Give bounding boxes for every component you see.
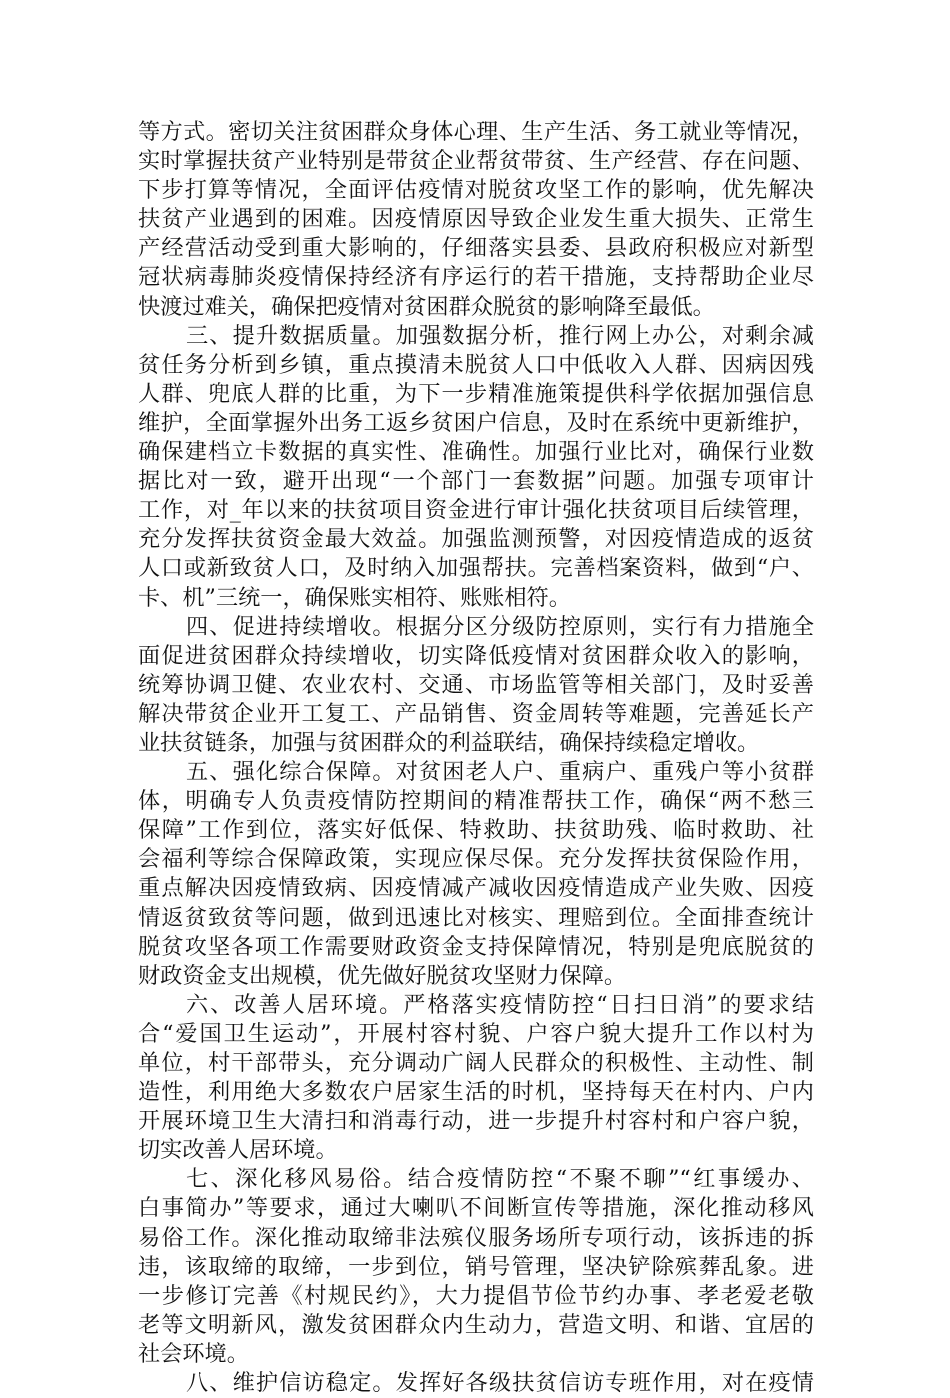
document-body: [138, 118, 814, 1398]
text-line: 四、促进持续增收。根据分区分级防控原则，实行有力措施全: [186, 613, 814, 640]
text-line: 五、强化综合保障。对贫困老人户、重病户、重残户等小贫群: [186, 759, 814, 786]
text-line: 维护，全面掌握外出务工返乡贫困户信息，及时在系统中更新维护，: [138, 409, 814, 436]
text-line: 下步打算等情况，全面评估疫情对脱贫攻坚工作的影响，优先解决: [138, 177, 814, 204]
text-line: 财政资金支出规模，优先做好脱贫攻坚财力保障。: [138, 962, 627, 989]
text-line: 实时掌握扶贫产业特别是带贫企业帮贫带贫、生产经营、存在问题、: [138, 148, 814, 175]
text-line: 会福利等综合保障政策，实现应保尽保。充分发挥扶贫保险作用，: [138, 846, 814, 873]
text-line: 八、维护信访稳定。发挥好各级扶贫信访专班作用，对在疫情: [186, 1370, 814, 1397]
text-line: 合“爱国卫生运动”，开展村容村貌、户容户貌大提升工作以村为: [138, 1020, 814, 1047]
text-line: 白事简办”等要求，通过大喇叭不间断宣传等措施，深化推动移风: [138, 1195, 814, 1222]
text-line: 切实改善人居环境。: [138, 1137, 338, 1164]
text-line: 保障”工作到位，落实好低保、特救助、扶贫助残、临时救助、社: [138, 817, 814, 844]
text-line: 七、深化移风易俗。结合疫情防控“不聚不聊”“红事缓办、: [186, 1166, 814, 1193]
text-line: 一步修订完善《村规民约》，大力提倡节俭节约办事、孝老爱老敬: [138, 1282, 814, 1309]
text-line: 产经营活动受到重大影响的，仔细落实县委、县政府积极应对新型: [138, 235, 814, 262]
text-line: 单位，村干部带头，充分调动广阔人民群众的积极性、主动性、制: [138, 1050, 814, 1076]
text-line: 脱贫攻坚各项工作需要财政资金支持保障情况，特别是兜底脱贫的: [138, 933, 814, 960]
text-line: 易俗工作。深化推动取缔非法殡仪服务场所专项行动，该拆违的拆: [138, 1224, 814, 1251]
text-line: 充分发挥扶贫资金最大效益。加强监测预警，对因疫情造成的返贫: [138, 526, 814, 553]
text-line: 重点解决因疫情致病、因疫情减产减收因疫情造成产业失败、因疫: [138, 875, 814, 902]
text-line: 人口或新致贫人口，及时纳入加强帮扶。完善档案资料，做到“户、: [138, 555, 814, 582]
text-line: 开展环境卫生大清扫和消毒行动，进一步提升村容村和户容户貌，: [138, 1108, 814, 1135]
text-line: 社会环境。: [138, 1340, 249, 1367]
text-line: 扶贫产业遇到的困难。因疫情原因导致企业发生重大损失、正常生: [138, 206, 814, 233]
text-line: 人群、兜底人群的比重，为下一步精准施策提供科学依据加强信息: [138, 380, 814, 407]
text-line: 面促进贫困群众持续增收，切实降低疫情对贫困群众收入的影响，: [138, 642, 814, 669]
text-line: 等方式。密切关注贫困群众身体心理、生产生活、务工就业等情况，: [138, 119, 814, 145]
text-line: 贫任务分析到乡镇，重点摸清未脱贫人口中低收入人群、因病因残: [138, 351, 814, 378]
text-line: 三、提升数据质量。加强数据分析，推行网上办公，对剩余减: [186, 322, 814, 349]
text-line: 六、改善人居环境。严格落实疫情防控“日扫日消”的要求结: [186, 991, 814, 1018]
text-line: 解决带贫企业开工复工、产品销售、资金周转等难题，完善延长产: [138, 700, 814, 727]
text-line: 体，明确专人负责疫情防控期间的精准帮扶工作，确保“两不愁三: [138, 788, 814, 815]
text-line: 业扶贫链条，加强与贫困群众的利益联结，确保持续稳定增收。: [138, 729, 760, 756]
text-line: 老等文明新风，激发贫困群众内生动力，营造文明、和谐、宜居的: [138, 1311, 814, 1338]
text-line: 卡、机”三统一，确保账实相符、账账相符。: [138, 584, 571, 611]
text-line: 情返贫致贫等问题，做到迅速比对核实、理赔到位。全面排查统计: [138, 904, 814, 931]
text-line: 据比对一致，避开出现“一个部门一套数据”问题。加强专项审计: [138, 468, 814, 495]
text-line: 快渡过难关，确保把疫情对贫困群众脱贫的影响降至最低。: [138, 293, 715, 320]
text-line: 违，该取缔的取缔，一步到位，销号管理，坚决铲除殡葬乱象。进: [138, 1253, 814, 1280]
text-line: 统筹协调卫健、农业农村、交通、市场监管等相关部门，及时妥善: [138, 671, 814, 698]
text-line: 工作，对_年以来的扶贫项目资金进行审计强化扶贫项目后续管理，: [138, 497, 814, 524]
text-line: 确保建档立卡数据的真实性、准确性。加强行业比对，确保行业数: [138, 439, 814, 466]
text-line: 造性，利用绝大多数农户居家生活的时机，坚持每天在村内、户内: [138, 1079, 814, 1106]
text-line: 冠状病毒肺炎疫情保持经济有序运行的若干措施，支持帮助企业尽: [138, 264, 814, 291]
